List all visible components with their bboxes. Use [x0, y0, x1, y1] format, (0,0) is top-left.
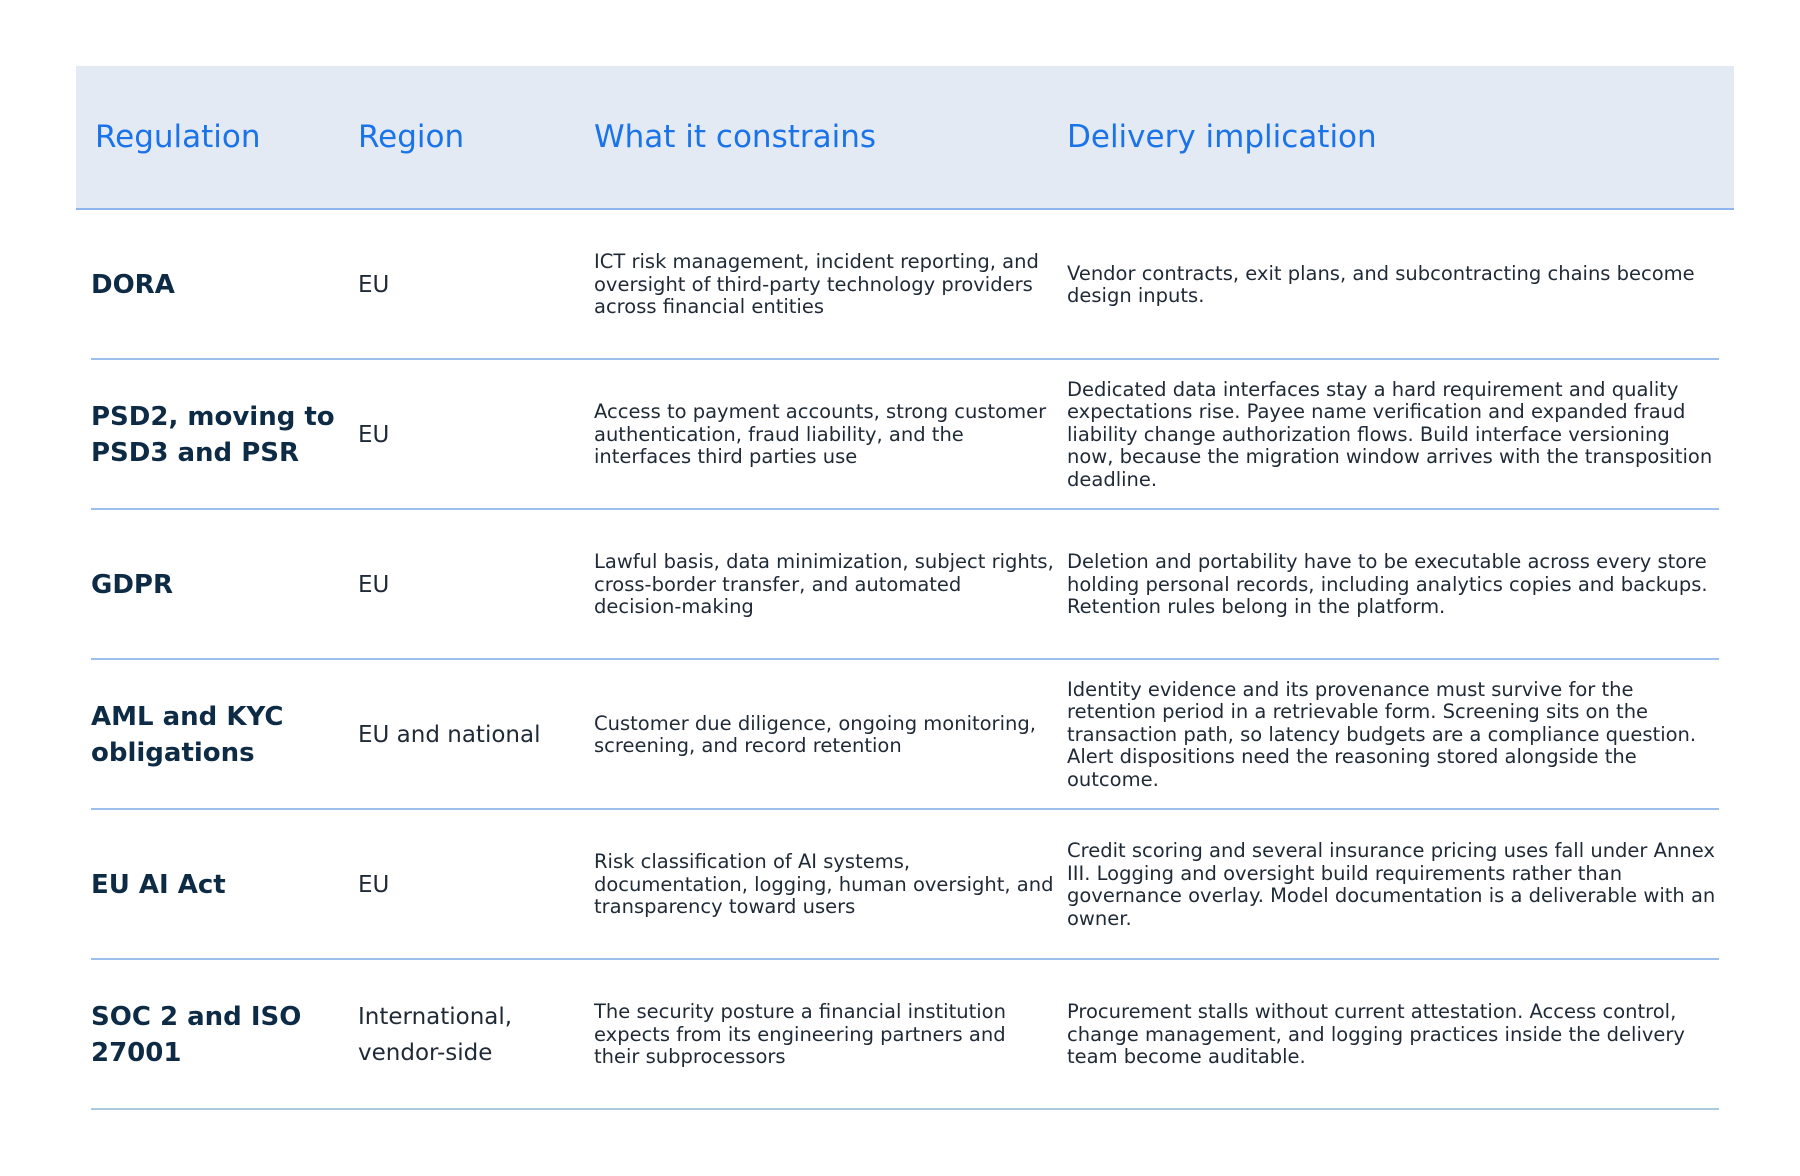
cell-regulation: PSD2, moving to PSD3 and PSR: [91, 402, 335, 468]
cell-implication: Deletion and portability have to be executable across every store holding personal records, including analytics copies and backups. Retention rules belong in the platform.: [1067, 550, 1708, 619]
cell-regulation: SOC 2 and ISO 27001: [91, 1002, 302, 1068]
cell-region: EU and national: [358, 722, 541, 748]
cell-regulation: AML and KYC obligations: [91, 702, 284, 768]
cell-constrains: Lawful basis, data minimization, subject rights, cross-border transfer, and automated decision-making: [594, 550, 1054, 619]
cell-regulation: EU AI Act: [91, 870, 226, 900]
cell-region: EU: [358, 422, 390, 448]
table-row: [91, 660, 1719, 810]
table-header: [76, 66, 1734, 210]
table-row: [91, 960, 1719, 1110]
cell-region: International, vendor-side: [358, 1004, 513, 1066]
cell-implication: Dedicated data interfaces stay a hard requirement and quality expectations rise. Payee name verification and expanded fraud liability change authorization flows. Build interface versioning now, because the migration window arrives with the transposition deadline.: [1067, 377, 1713, 491]
cell-regulation: DORA: [91, 270, 175, 300]
regulations-table: [76, 66, 1734, 1069]
table-row: [91, 210, 1719, 360]
cell-constrains: The security posture a financial institution expects from its engineering partners and their subprocessors: [594, 1000, 1006, 1069]
cell-implication: Credit scoring and several insurance pricing uses fall under Annex III. Logging and oversight build requirements rather than governance overlay. Model documentation is a deliverable with an owner.: [1067, 839, 1716, 930]
cell-implication: Identity evidence and its provenance must survive for the retention period in a retrievable form. Screening sits on the transaction path, so latency budgets are a compliance question. Alert dispositions need the reasoning stored alongside the outcome.: [1067, 677, 1697, 791]
table-row: [91, 510, 1719, 660]
cell-implication: Vendor contracts, exit plans, and subcontracting chains become design inputs.: [1067, 261, 1695, 307]
header-regulation: Regulation: [95, 119, 261, 155]
header-constrains: What it constrains: [594, 119, 877, 155]
cell-region: EU: [358, 572, 390, 598]
cell-regulation: GDPR: [91, 570, 173, 600]
cell-region: EU: [358, 272, 390, 298]
cell-constrains: Access to payment accounts, strong customer authentication, fraud liability, and the interfaces third parties use: [594, 400, 1047, 469]
cell-constrains: ICT risk management, incident reporting, and oversight of third-party technology providers across financial entities: [594, 250, 1039, 319]
header-implication: Delivery implication: [1067, 119, 1377, 155]
header-region: Region: [358, 119, 465, 155]
cell-constrains: Risk classification of AI systems, documentation, logging, human oversight, and transparency toward users: [594, 850, 1054, 919]
cell-constrains: Customer due diligence, ongoing monitoring, screening, and record retention: [594, 711, 1036, 757]
table-row: [91, 360, 1719, 510]
table-row: [91, 810, 1719, 960]
cell-implication: Procurement stalls without current attestation. Access control, change management, and logging practices inside the delivery team become auditable.: [1067, 1000, 1685, 1069]
cell-region: EU: [358, 872, 390, 898]
